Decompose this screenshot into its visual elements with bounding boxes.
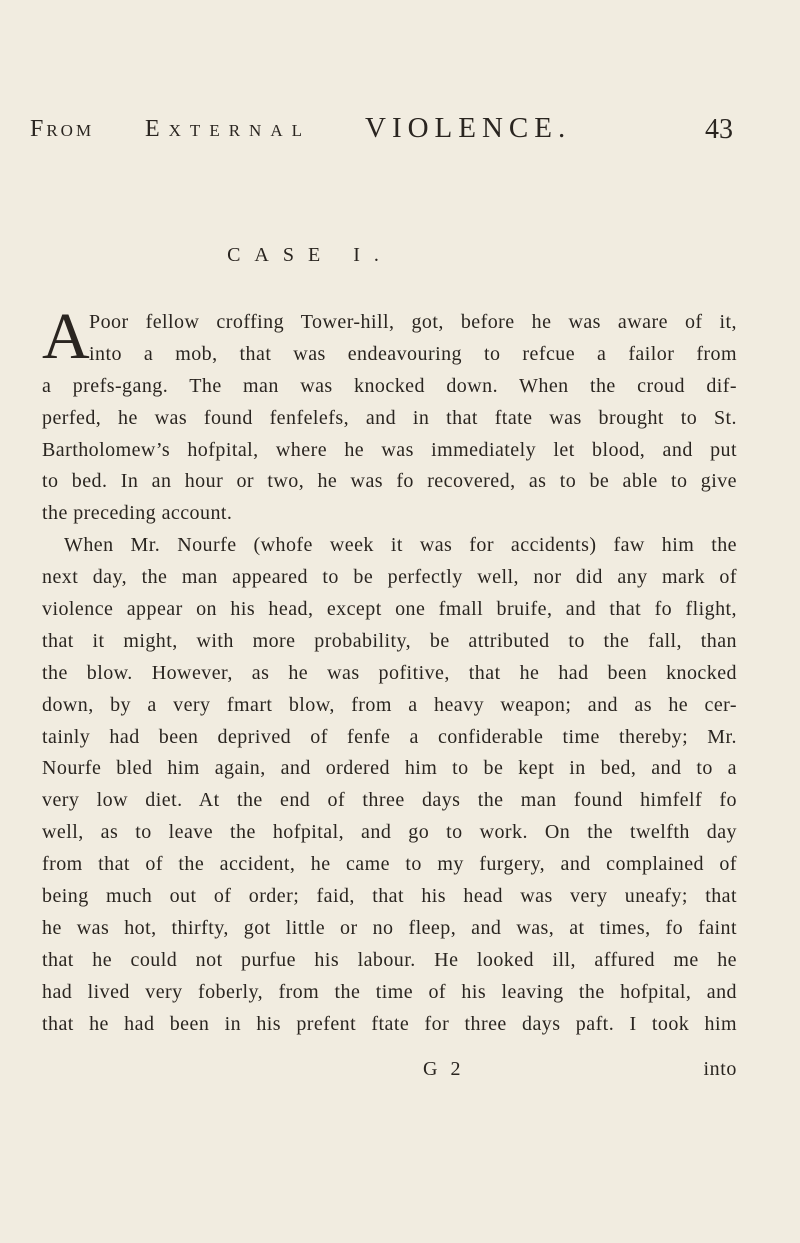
text-line: into a mob, that was endeavouring to refcue a failor from	[89, 342, 737, 365]
running-head	[30, 112, 770, 156]
catchword: into	[703, 1058, 737, 1080]
text-line: that he had been in his prefent ftate for three days paft. I took him	[42, 1012, 737, 1035]
running-head-from: From	[30, 116, 95, 142]
text-line: a prefs-gang. The man was knocked down. When the croud dif-	[42, 374, 737, 397]
text-line: had lived very foberly, from the time of his leaving the hofpital, and	[42, 980, 737, 1003]
text-line: that it might, with more probability, be attributed to the fall, than	[42, 629, 737, 652]
drop-cap: A	[42, 300, 91, 373]
text-line: the blow. However, as he was pofitive, that he had been knocked	[42, 661, 737, 684]
running-head-violence: VIOLENCE.	[365, 112, 572, 144]
text-line: he was hot, thirfty, got little or no fleep, and was, at times, fo faint	[42, 916, 737, 939]
signature-mark: G 2	[423, 1058, 465, 1080]
text-line: well, as to leave the hofpital, and go to work. On the twelfth day	[42, 821, 737, 844]
text-line: perfed, he was found fenfelefs, and in that ftate was brought to St.	[42, 406, 737, 429]
running-head-external: External	[145, 116, 311, 142]
text-line: Bartholomew’s hofpital, where he was immediately let blood, and put	[42, 438, 737, 461]
page-footer	[42, 1058, 737, 1090]
text-line: being much out of order; faid, that his head was very uneafy; that	[42, 885, 737, 908]
body-text	[42, 300, 737, 1040]
text-line: next day, the man appeared to be perfectly well, nor did any mark of	[42, 566, 737, 589]
case-heading: CASE I.	[227, 244, 393, 266]
text-line: Poor fellow croffing Tower-hill, got, before he was aware of it,	[89, 311, 737, 333]
text-line: that he could not purfue his labour. He looked ill, affured me he	[42, 948, 737, 971]
text-line: down, by a very fmart blow, from a heavy weapon; and as he cer-	[42, 693, 737, 716]
text-line: to bed. In an hour or two, he was fo recovered, as to be able to give	[42, 470, 737, 493]
text-line: When Mr. Nourfe (whofe week it was for accidents) faw him the	[64, 534, 737, 557]
text-line: Nourfe bled him again, and ordered him to be kept in bed, and to a	[42, 757, 737, 780]
text-line: the preceding account.	[42, 502, 233, 525]
text-line: tainly had been deprived of fenfe a confiderable time thereby; Mr.	[42, 725, 737, 748]
text-line: from that of the accident, he came to my furgery, and complained of	[42, 853, 737, 876]
text-line: violence appear on his head, except one fmall bruife, and that fo flight,	[42, 598, 737, 621]
text-line: very low diet. At the end of three days the man found himfelf fo	[42, 789, 737, 812]
page-number: 43	[705, 114, 733, 145]
